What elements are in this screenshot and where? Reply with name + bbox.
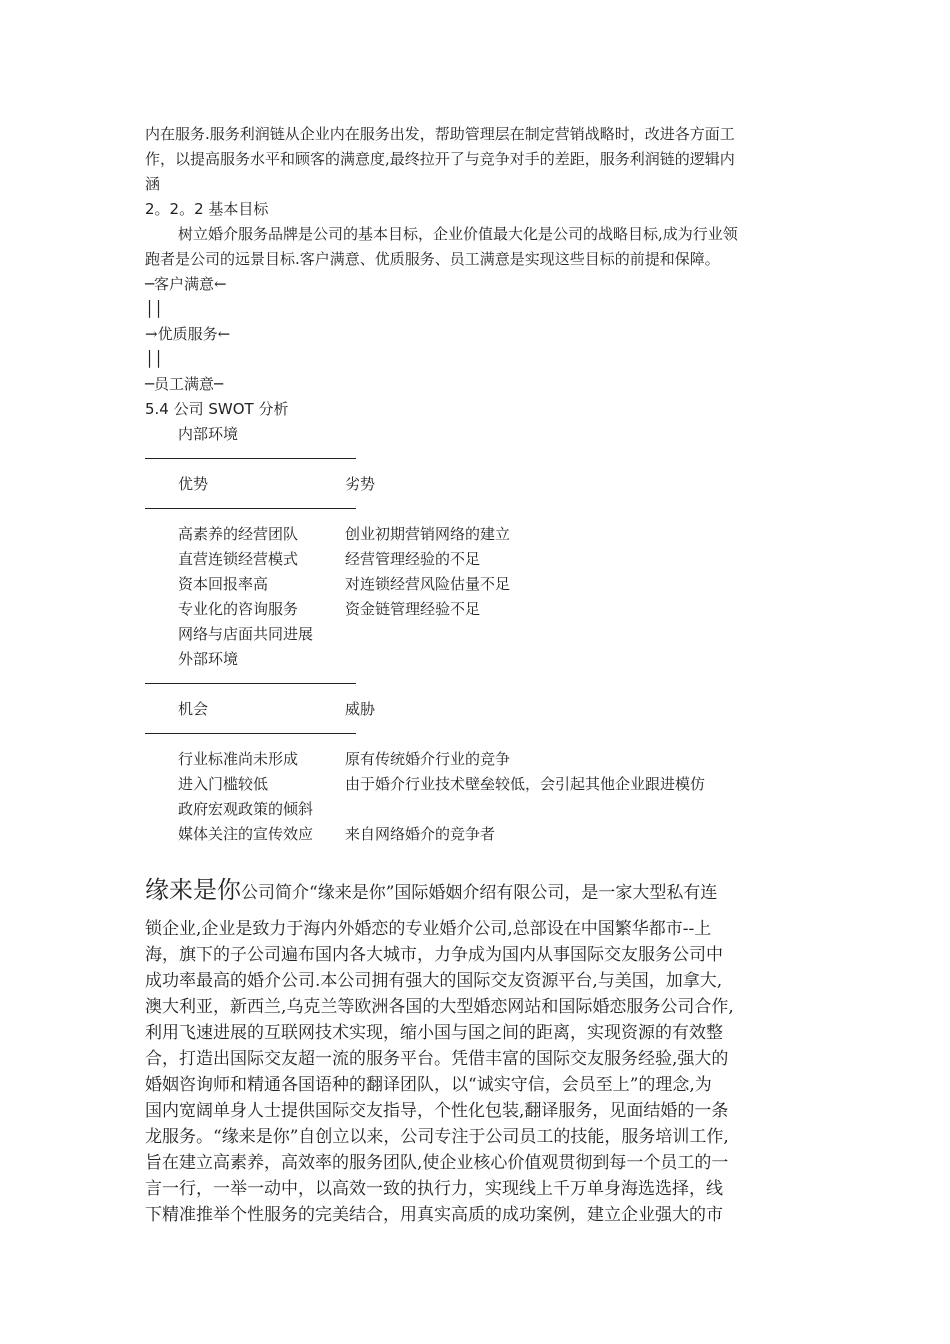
intro-line: 锁企业,企业是致力于海内外婚恋的专业婚介公司,总部设在中国繁华都市--上 <box>145 919 712 939</box>
threat-item: 来自网络婚介的竞争者 <box>345 825 496 843</box>
intro-line: 澳大利亚，新西兰,乌克兰等欧洲各国的大型婚恋网站和国际婚恋服务公司合作, <box>145 997 734 1017</box>
weakness-item: 经营管理经验的不足 <box>345 550 481 568</box>
strengths-header: 优势 <box>178 475 209 493</box>
opportunity-item: 政府宏观政策的倾斜 <box>178 800 314 818</box>
table-rule <box>145 733 356 734</box>
intro-line: 国内宽阔单身人士提供国际交友指导，个性化包装,翻译服务，见面结婚的一条 <box>145 1101 729 1121</box>
paragraph-1-line-1: 内在服务.服务利润链从企业内在服务出发，帮助管理层在制定营销战略时，改进各方面工 <box>145 125 735 143</box>
strength-item: 资本回报率高 <box>178 575 269 593</box>
strength-item: 直营连锁经营模式 <box>178 550 299 568</box>
weakness-item: 对连锁经营风险估量不足 <box>345 575 511 593</box>
table-rule <box>145 508 356 509</box>
section-heading: 2。2。2 基本目标 <box>145 200 269 218</box>
weakness-item: 资金链管理经验不足 <box>345 600 481 618</box>
flow-connector-1: ││ <box>145 300 164 318</box>
flow-employee-satisfaction: ─员工满意─ <box>145 375 224 393</box>
intro-line: 婚姻咨询师和精通各国语种的翻译团队，以“诚实守信，会员至上”的理念,为 <box>145 1075 712 1095</box>
flow-quality-service: →优质服务← <box>145 325 231 343</box>
intro-line: 旨在建立高素养，高效率的服务团队,使企业核心价值观贯彻到每一个员工的一 <box>145 1153 729 1173</box>
intro-line: 下精准推举个性服务的完美结合，用真实高质的成功案例，建立企业强大的市 <box>145 1205 723 1225</box>
intro-title: 缘来是你 <box>145 876 241 904</box>
flow-customer-satisfaction: ─客户满意← <box>145 275 227 293</box>
opportunity-item: 行业标准尚未形成 <box>178 750 299 768</box>
intro-line: 言一行，一举一动中，以高效一致的执行力，实现线上千万单身海选选择，线 <box>145 1179 723 1199</box>
weakness-item: 创业初期营销网络的建立 <box>345 525 511 543</box>
strength-item: 网络与店面共同进展 <box>178 625 314 643</box>
opportunity-item: 进入门槛较低 <box>178 775 269 793</box>
intro-line: 成功率最高的婚介公司.本公司拥有强大的国际交友资源平台,与美国，加拿大, <box>145 971 723 991</box>
threats-header: 威胁 <box>345 700 376 718</box>
paragraph-2-line-2: 跑者是公司的远景目标.客户满意、优质服务、员工满意是实现这些目标的前提和保障。 <box>145 250 720 268</box>
table-rule <box>145 683 356 684</box>
flow-connector-2: ││ <box>145 350 164 368</box>
table-rule <box>145 458 356 459</box>
intro-line: 利用飞速进展的互联网技术实现，缩小国与国之间的距离，实现资源的有效整 <box>145 1023 723 1043</box>
intro-first-line <box>145 877 717 906</box>
intro-line: 合，打造出国际交友超一流的服务平台。凭借丰富的国际交友服务经验,强大的 <box>145 1049 729 1069</box>
paragraph-2-line-1: 树立婚介服务品牌是公司的基本目标，企业价值最大化是公司的战略目标,成为行业领 <box>178 225 738 243</box>
threat-item: 原有传统婚介行业的竞争 <box>345 750 511 768</box>
opportunity-item: 媒体关注的宣传效应 <box>178 825 314 843</box>
strength-item: 专业化的咨询服务 <box>178 600 299 618</box>
intro-line: 海，旗下的子公司遍布国内各大城市，力争成为国内从事国际交友服务公司中 <box>145 945 723 965</box>
swot-title: 5.4 公司 SWOT 分析 <box>145 400 289 418</box>
opportunities-header: 机会 <box>178 700 209 718</box>
threat-item: 由于婚介行业技术壁垒较低，会引起其他企业跟进模仿 <box>345 775 706 793</box>
intro-first-line-text: 公司简介“缘来是你”国际婚姻介绍有限公司，是一家大型私有连 <box>241 883 718 903</box>
intro-line: 龙服务。“缘来是你”自创立以来，公司专注于公司员工的技能，服务培训工作, <box>145 1127 729 1147</box>
internal-environment-label: 内部环境 <box>178 425 239 443</box>
paragraph-1-line-2: 作，以提高服务水平和顾客的满意度,最终拉开了与竞争对手的差距，服务利润链的逻辑内 <box>145 150 735 168</box>
external-environment-label: 外部环境 <box>178 650 239 668</box>
paragraph-1-line-3: 涵 <box>145 175 161 193</box>
weaknesses-header: 劣势 <box>345 475 376 493</box>
strength-item: 高素养的经营团队 <box>178 525 299 543</box>
